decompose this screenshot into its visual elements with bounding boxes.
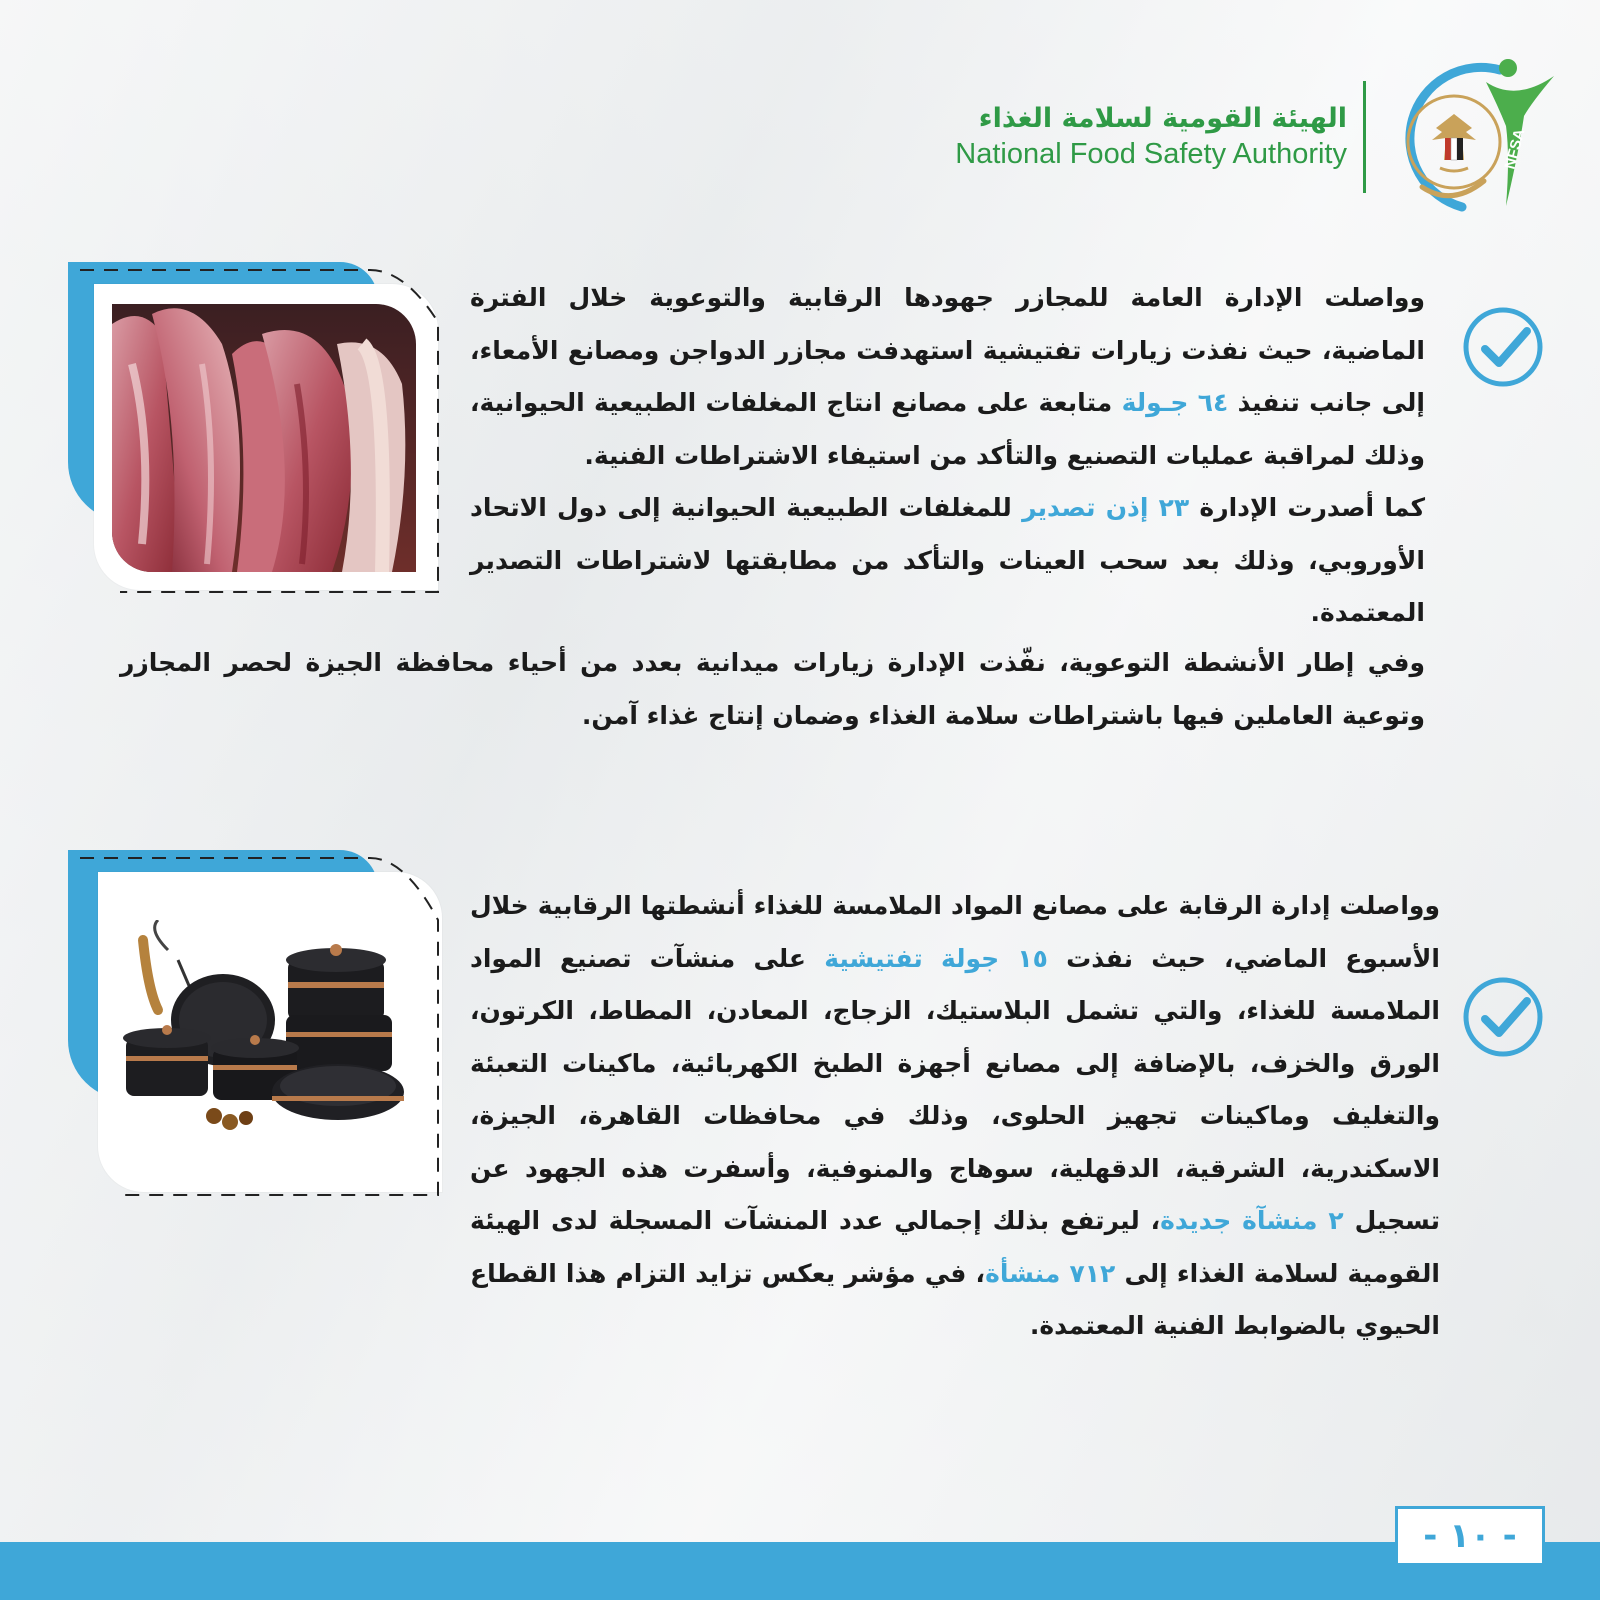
section1-paragraph-3: وفي إطار الأنشطة التوعوية، نفّذت الإدارة زيارات ميدانية بعدد من أحياء محافظة الجيزة لحصر المجازر وتوعية العاملين فيها باشتراطات سلامة الغذاء وضمان إنتاج غذاء آمن. — [120, 648, 1425, 730]
meat-image — [112, 304, 416, 572]
check-circle-icon — [1461, 975, 1545, 1059]
highlight-rounds: ٦٤ جـولة — [1121, 388, 1229, 417]
eagle-emblem-icon — [1432, 114, 1476, 171]
highlight-total-facilities: ٧١٢ منشأة — [985, 1258, 1116, 1288]
section1-paragraph-2: كما أصدرت الإدارة ٢٣ إذن تصدير للمغلفات الطبيعية الحيوانية إلى دول الاتحاد الأوروبي، وذلك بعد سحب العينات والتأكد من مطابقتها لاشتراطات التصدير المعتمدة. — [470, 493, 1426, 627]
header-logo — [955, 52, 1562, 222]
highlight-export-permits: ٢٣ إذن تصدير — [1022, 493, 1190, 522]
logo-text — [955, 103, 1347, 171]
org-name-en: National Food Safety Authority — [955, 138, 1347, 170]
footer-bar — [0, 1542, 1600, 1600]
highlight-inspection-rounds: ١٥ جولة تفتيشية — [824, 943, 1048, 973]
section1-text-bottom — [120, 637, 1425, 742]
highlight-new-facilities: ٢ منشآة جديدة — [1160, 1206, 1344, 1235]
org-name-ar: الهيئة القومية لسلامة الغذاء — [978, 103, 1347, 134]
logo-divider — [1363, 81, 1366, 193]
nfsa-logo-icon — [1382, 52, 1562, 222]
section2-paragraph-1: وواصلت إدارة الرقابة على مصانع المواد الملامسة للغذاء أنشطتها الرقابية خلال الأسبوع الماضي، حيث نفذت ١٥ جولة تفتيشية على منشآت تصنيع المواد الملامسة للغذاء، والتي تشمل البلاستيك، الزجاج، المعادن، المطاط، الكرتون، الورق والخزف، بالإضافة إلى مصانع أجهزة الطبخ الكهربائية، ماكينات التعبئة والتغليف وماكينات تجهيز الحلوى، وذلك في محافظات القاهرة، الجيزة، الاسكندرية، الشرقية، الدقهلية، سوهاج والمنوفية، وأسفرت هذه الجهود عن تسجيل ٢ منشآة جديدة، ليرتفع بذلك إجمالي عدد المنشآت المسجلة لدى الهيئة القومية لسلامة الغذاء إلى ٧١٢ منشأة، في مؤشر يعكس تزايد التزام هذا القطاع الحيوي بالضوابط الفنية المعتمدة. — [470, 891, 1440, 1340]
section1-text-top — [470, 272, 1425, 640]
logo-badge-text: NFSA — [1501, 127, 1529, 172]
section1-paragraph-1: وواصلت الإدارة العامة للمجازر جهودها الرقابية والتوعوية خلال الفترة الماضية، حيث نفذت زيارات تفتيشية استهدفت مجازر الدواجن ومصانع الأمعاء، إلى جانب تنفيذ ٦٤ جـولة متابعة على مصانع انتاج المغلفات الطبيعية الحيوانية، وذلك لمراقبة عمليات التصنيع والتأكد من استيفاء الاشتراطات الفنية. — [470, 283, 1425, 470]
section2-text-top — [470, 880, 1440, 1353]
page-number: - ١٠ - — [1395, 1506, 1545, 1566]
cookware-image — [118, 920, 418, 1140]
check-circle-icon — [1461, 305, 1545, 389]
